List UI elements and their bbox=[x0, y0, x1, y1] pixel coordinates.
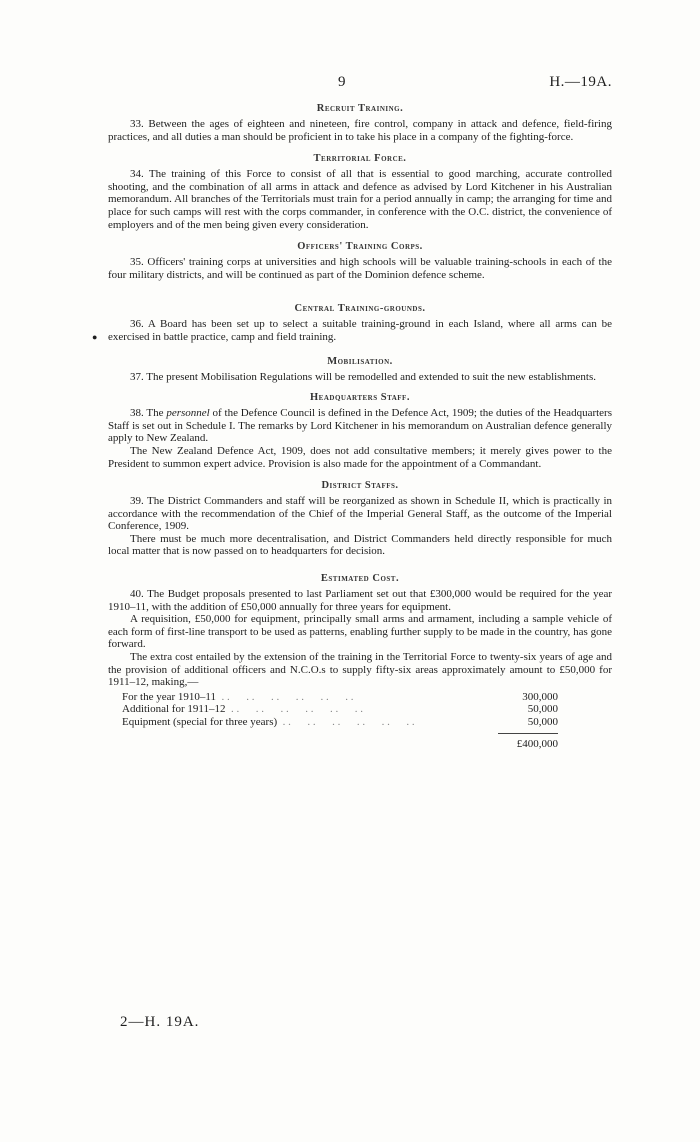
paragraph-37: 37. The present Mobilisation Regulations will be remodelled and extended to suit the new establishments. bbox=[130, 370, 596, 383]
margin-mark: ● bbox=[92, 332, 98, 342]
paragraph-39-continued: There must be much more decentralisation, and District Commanders held directly responsible for much local matter that is now passed on to headquarters for decision. bbox=[108, 532, 612, 558]
cost-label: Equipment (special for three years) . . bbox=[122, 716, 498, 729]
cost-label: For the year 1910–11 . . bbox=[122, 691, 498, 704]
paragraph-36: 36. A Board has been set up to select a suitable training-ground in each Island, where all arms can be exercised in battle practice, camp and field training. bbox=[108, 318, 612, 343]
section-heading-recruit-training: Recruit Training. bbox=[316, 103, 404, 114]
cost-amount: 300,000 bbox=[522, 690, 558, 703]
paragraph-33: 33. Between the ages of eighteen and nineteen, fire control, company in attack and defence, field-firing practices, and all duties a man should be proficient in to take his place in a company of the fighting-force. bbox=[108, 118, 612, 143]
paragraph-39: 39. The District Commanders and staff will be reorganized as shown in Schedule II, which is practically in accordance with the recommendation of the Chief of the Imperial General Staff, as the outcome of the Imperial Conference, 1909. bbox=[108, 495, 612, 533]
cost-table bbox=[122, 691, 558, 750]
paragraph-40: 40. The Budget proposals presented to last Parliament set out that £300,000 would be required for the year 1910–11, with the addition of £50,000 annually for three years for equipment. bbox=[108, 588, 612, 613]
section-heading-mobilisation: Mobilisation. bbox=[327, 355, 393, 367]
paragraph-38-rest: of the Defence Council is defined in the Defence Act, 1909; the duties of the Headquarters Staff is set out in Schedule I. The remarks by Lord Kitchener in his memorandum on Australian defence generally apply to New Zealand. bbox=[108, 407, 612, 445]
cost-row bbox=[122, 703, 558, 716]
section-heading-district-staffs: District Staffs. bbox=[321, 480, 399, 492]
cost-label: Additional for 1911–12 . . bbox=[122, 703, 498, 716]
section-heading-officers-training-corps: Officers' Training Corps. bbox=[297, 241, 423, 253]
cost-row bbox=[122, 691, 558, 704]
paragraph-38-italic: personnel bbox=[166, 407, 210, 420]
cost-total: £400,000 bbox=[516, 737, 558, 750]
paragraph-40-extra-cost: The extra cost entailed by the extension of the training in the Territorial Force to twenty-six years of age and the provision of additional officers and N.C.O.s to supply fifty-six areas approximately amount to £50,000 for 1911–12, making,— bbox=[108, 651, 612, 689]
paragraph-38 bbox=[108, 407, 612, 445]
paragraph-34: 34. The training of this Force to consist of all that is essential to good marching, accurate controlled shooting, and the combination of all arms in attack and defence as advised by Lord Kitchener in his Australian memorandum. All branches of the Territorials must train for a period annually in camp; the arranging for time and place for such camps will rest with the corps commander, in conference with the O.C. district, the convenience of employers and of the men being given every consideration. bbox=[108, 168, 612, 231]
page-number: 9 bbox=[338, 74, 346, 90]
section-heading-territorial-force: Territorial Force. bbox=[313, 153, 407, 165]
cost-amount: 50,000 bbox=[527, 716, 558, 728]
paragraph-35: 35. Officers' training corps at universities and high schools will be valuable training-schools in each of the four military districts, and will be continued as part of the Dominion defence scheme. bbox=[108, 256, 612, 281]
section-heading-central-training-grounds: Central Training-grounds. bbox=[294, 303, 426, 315]
document-body bbox=[108, 102, 612, 750]
paragraph-38-start: 38. The bbox=[130, 407, 167, 420]
page-header bbox=[0, 74, 700, 94]
footer-reference: 2—H. 19A. bbox=[120, 1014, 200, 1030]
document-reference: H.—19A. bbox=[549, 74, 612, 90]
cost-amount: 50,000 bbox=[527, 703, 558, 716]
paragraph-38-continued: The New Zealand Defence Act, 1909, does not add consultative members; it merely gives power to the President to summon expert advice. Provision is also made for the appointment of a Commandant. bbox=[108, 444, 612, 470]
cost-row bbox=[122, 716, 558, 729]
total-rule bbox=[498, 733, 558, 734]
section-heading-headquarters-staff: Headquarters Staff. bbox=[310, 392, 410, 404]
paragraph-40-requisition: A requisition, £50,000 for equipment, principally small arms and armament, including a sample vehicle of each form of first-line transport to be used as patterns, enabling further supply to be made in the country, has gone forward. bbox=[108, 613, 612, 651]
section-heading-estimated-cost: Estimated Cost. bbox=[320, 573, 400, 585]
